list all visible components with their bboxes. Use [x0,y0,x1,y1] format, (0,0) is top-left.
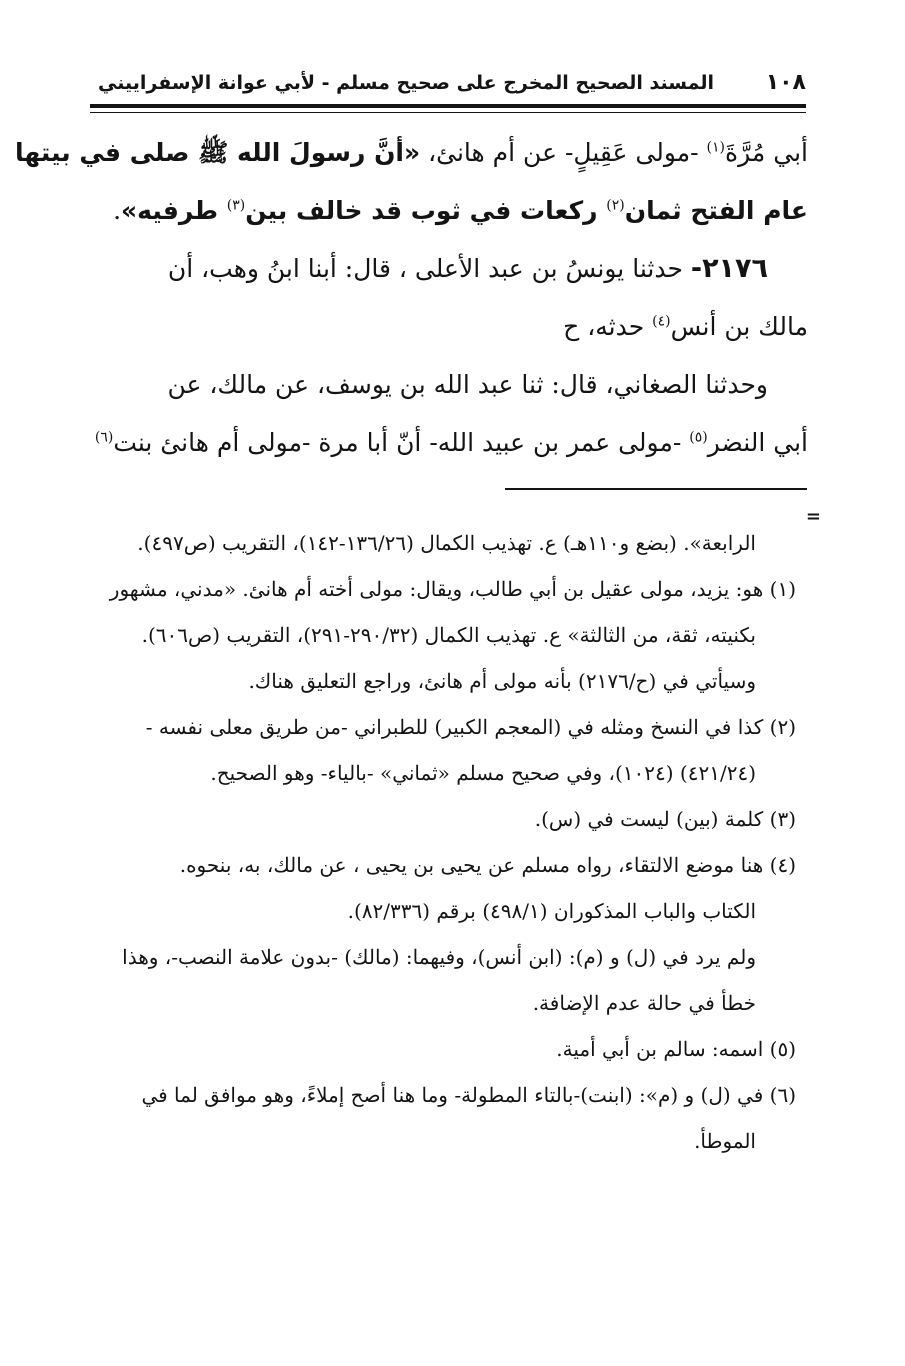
text-run: مالك بن أنس [670,312,808,341]
text-run: -مولى عَقِيلٍ- عن أم هانئ، [420,138,707,167]
footnote-ref: (١) [706,139,726,156]
hadith-text: «أنَّ رسولَ الله ﷺ صلى في بيتها [14,138,421,167]
main-line [88,182,808,240]
footnote-line: (٤٢١/٢٤) (١٠٢٤)، وفي صحيح مسلم «ثماني» -بالياء- وهو الصحيح. [210,761,756,785]
main-text [14,124,808,472]
footnote-4: (٤) هنا موضع الالتقاء، رواه مسلم عن يحيى بن يحيى ، عن مالك، به، بنحوه. [179,853,796,877]
main-line [14,124,808,182]
main-line [88,298,808,356]
footnote-3: (٣) كلمة (بين) ليست في (س). [534,807,796,831]
footnote-line: ولم يرد في (ل) و (م): (ابن أنس)، وفيهما: (مالك) -بدون علامة النصب-، وهذا [122,945,756,969]
footnote-line: خطأ في حالة عدم الإضافة. [532,991,756,1015]
continuation-mark: = [805,506,821,527]
text-run: وحدثنا الصغاني، قال: ثنا عبد الله بن يوسف، عن مالك، عن [167,370,768,399]
footnote-6: (٦) في (ل) و (م»: (ابنت)-بالتاء المطولة- وما هنا أصح إملاءً، وهو موافق لما في [141,1083,796,1107]
hadith-number: ٢١٧٦- [690,253,768,284]
main-line [88,240,808,298]
footnote-1: (١) هو: يزيد، مولى عقيل بن أبي طالب، ويقال: مولى أخته أم هانئ. «مدني، مشهور [109,577,796,601]
page-header [90,68,806,104]
page-number: ١٠٨ [765,70,806,95]
footnote-ref: (٦) [94,429,114,446]
header-rule-thick [90,104,806,108]
text-run: حدثنا يونسُ بن عبد الأعلى ، قال: أبنا ابنُ وهب، أن [167,254,691,283]
text-run: حدثه، ح [563,312,653,341]
footnote-ref: (٢) [606,197,625,214]
text-run: أبي مُرَّةَ [725,138,808,167]
hadith-text: عام الفتح ثمان [624,196,808,225]
footnote-separator [505,488,807,490]
text-run: أبي النضر [707,428,808,457]
footnote-line: بكنيته، ثقة، من الثالثة» ع. تهذيب الكمال (٢٩٠/٣٢-٢٩١)، التقريب (ص٦٠٦). [141,623,756,647]
main-line [88,414,808,472]
footnote-ref: (٣) [226,197,246,214]
footnote-2: (٢) كذا في النسخ ومثله في (المعجم الكبير) للطبراني -من طريق معلى نفسه - [145,715,796,739]
footnote-line: الموطأ. [694,1129,756,1153]
header-rule-thin [90,112,806,113]
main-line [88,356,808,414]
text-run: -مولى عمر بن عبيد الله- أنّ أبا مرة -مولى أم هانئ بنت [113,428,690,457]
footnote-line: الكتاب والباب المذكوران (٤٩٨/١) برقم (٨٢/٣٣٦). [347,899,756,923]
hadith-text: ركعات في ثوب قد خالف بين [245,196,607,225]
hadith-text: طرفيه» [121,196,227,225]
footnote-5: (٥) اسمه: سالم بن أبي أمية. [556,1037,796,1061]
footnote-line: وسيأتي في (ح/٢١٧٦) بأنه مولى أم هانئ، وراجع التعليق هناك. [248,669,756,693]
footnote-ref: (٤) [652,313,671,330]
footnote-ref: (٥) [689,429,708,446]
running-title: المسند الصحيح المخرج على صحيح مسلم - لأبي عوانة الإسفراييني [98,72,714,94]
text-run: . [113,196,122,225]
footnotes [90,520,796,1164]
footnote-line: الرابعة». (بضع و١١٠هـ) ع. تهذيب الكمال (١٣٦/٢٦-١٤٢)، التقريب (ص٤٩٧). [137,531,756,555]
